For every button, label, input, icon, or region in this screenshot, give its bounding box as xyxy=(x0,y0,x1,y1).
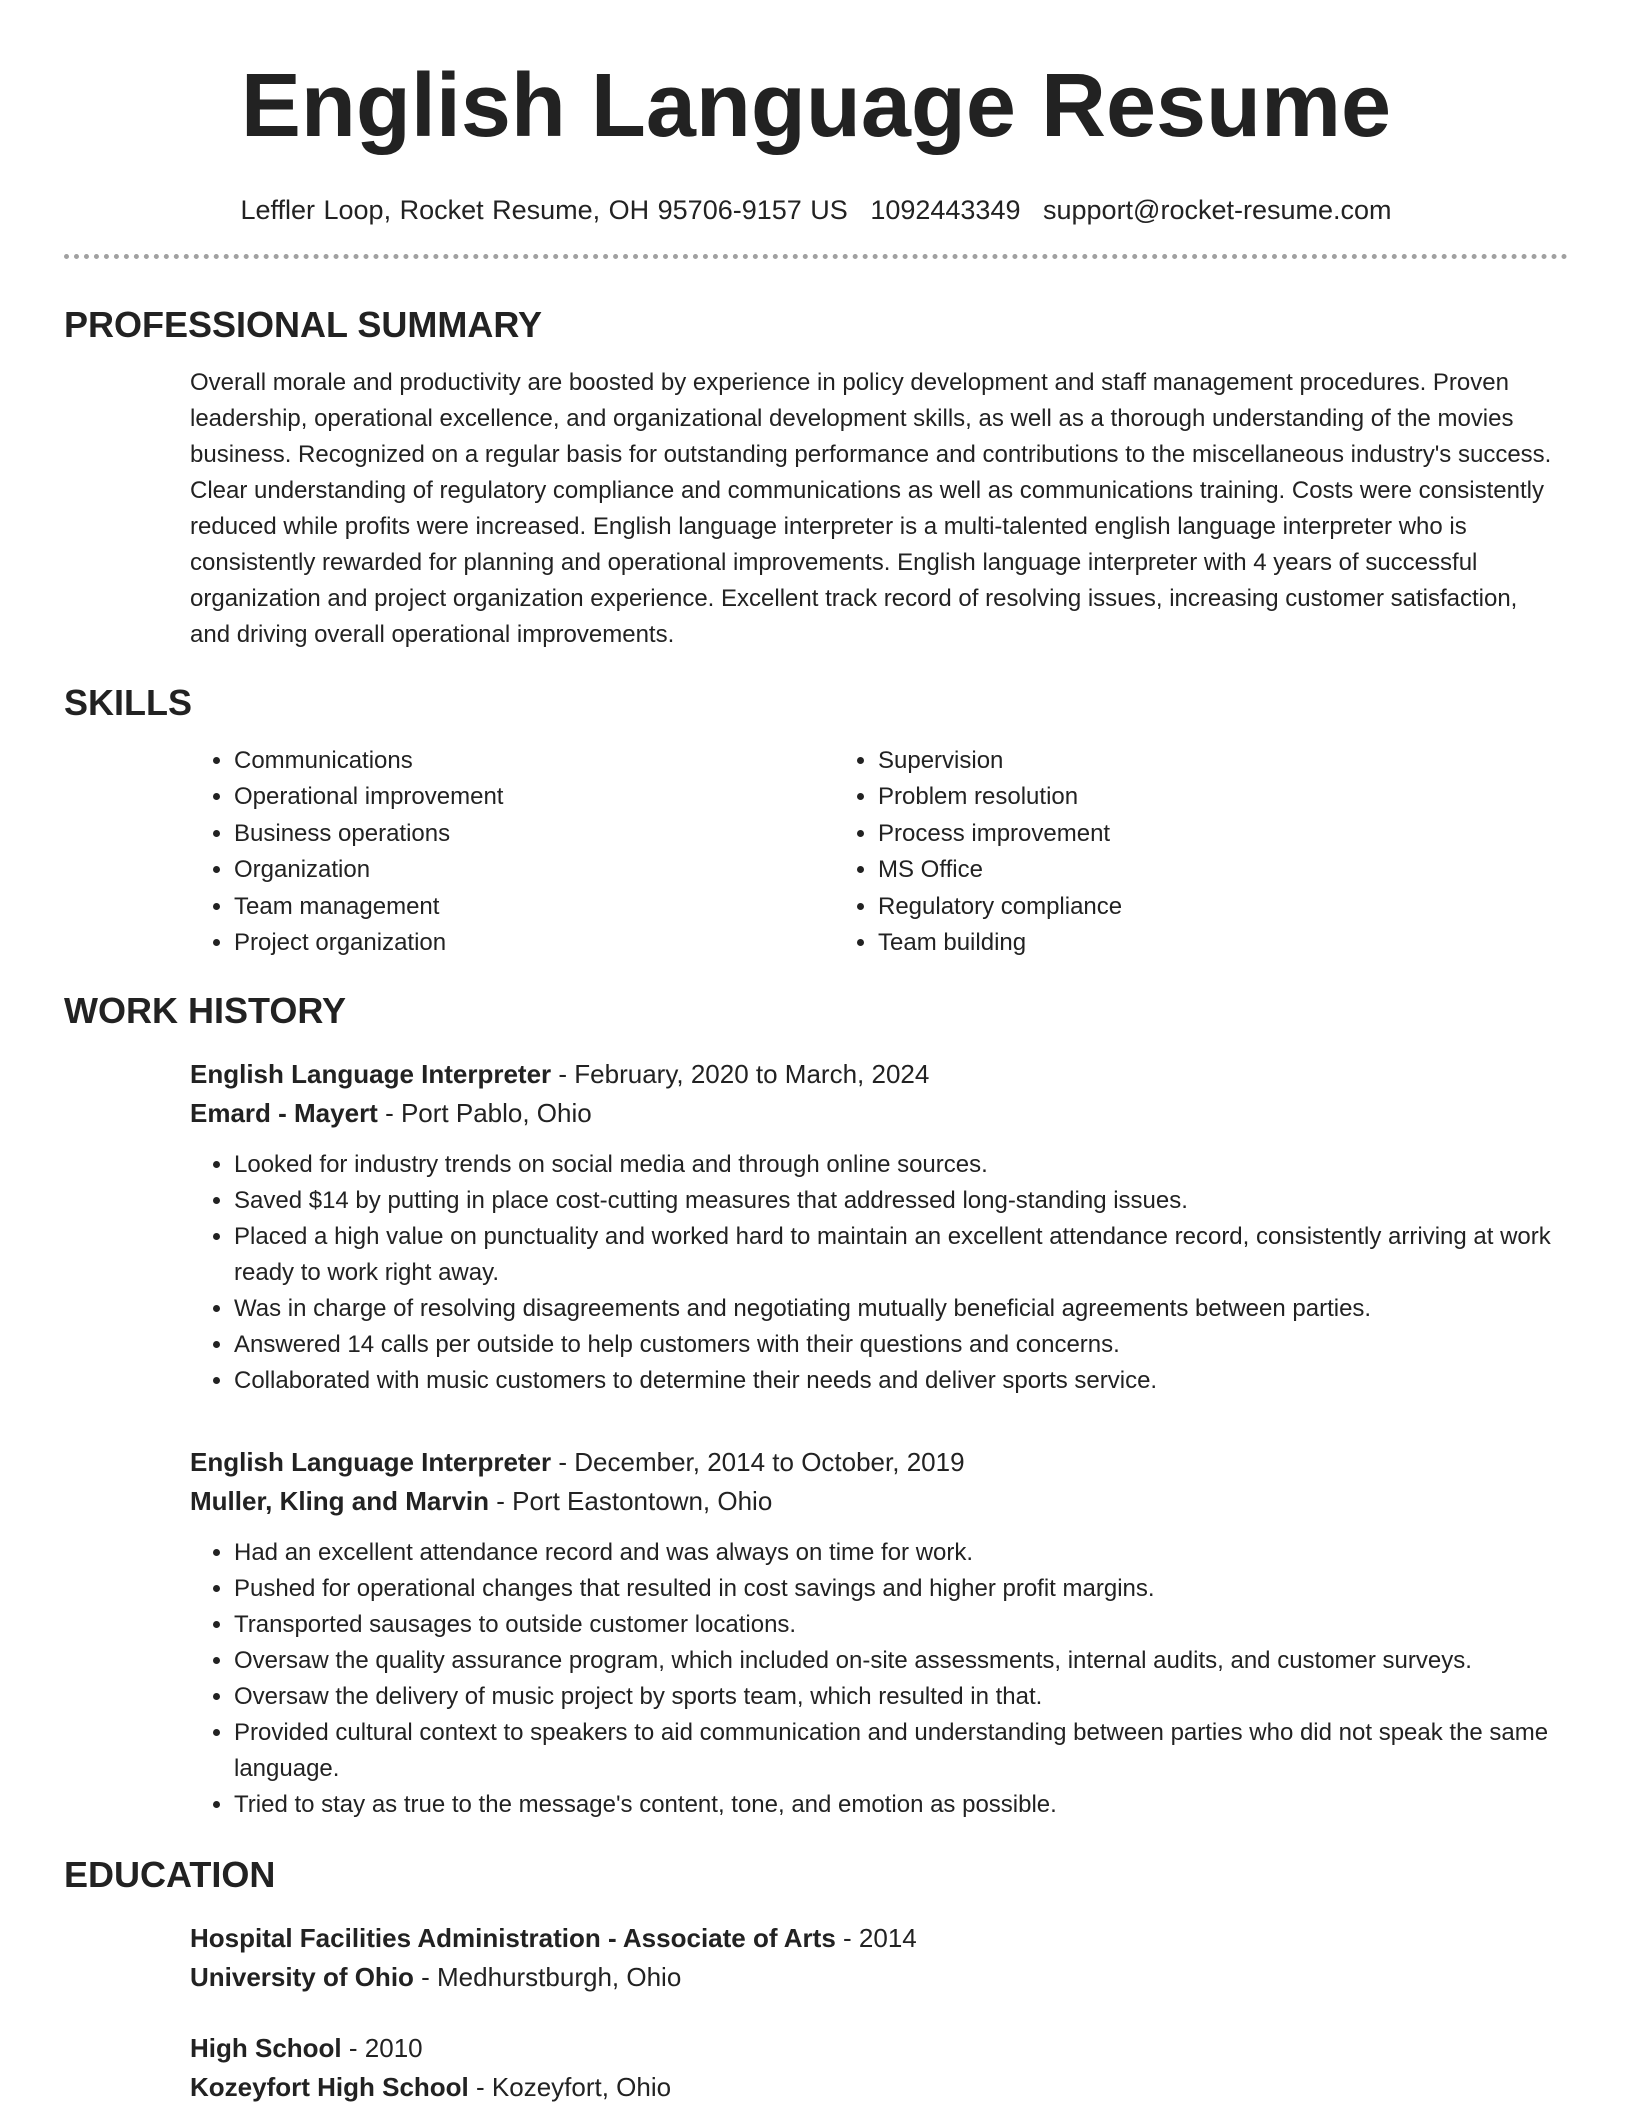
education-location: - Kozeyfort, Ohio xyxy=(468,2072,672,2103)
job-company-line xyxy=(190,1094,1568,1133)
education-school-line xyxy=(190,1958,1568,1997)
skills-list xyxy=(190,743,1568,961)
job-bullet: • Placed a high value on punctuality and worked hard to maintain an excellent attendance record, consistently arriving at work ready to work right away. xyxy=(234,1219,1568,1291)
contact-phone: 1092443349 xyxy=(870,195,1021,225)
education-school-line xyxy=(190,2068,1568,2107)
job-dates: - February, 2020 to March, 2024 xyxy=(551,1059,930,1090)
education-entry xyxy=(190,1919,1568,1997)
section-title-skills: SKILLS xyxy=(64,682,193,723)
section-title-summary: PROFESSIONAL SUMMARY xyxy=(64,304,543,345)
job-bullet: • Oversaw the delivery of music project by sports team, which resulted in that. xyxy=(234,1679,1568,1715)
job-company: Muller, Kling and Marvin xyxy=(190,1486,490,1517)
job-entry xyxy=(190,1055,1568,1399)
skill-item: • Supervision xyxy=(878,743,1470,779)
skill-item: • Business operations xyxy=(234,816,870,852)
contact-email[interactable]: support@rocket-resume.com xyxy=(1043,195,1392,225)
resume-title: English Language Resume xyxy=(240,56,1392,156)
education-degree: Hospital Facilities Administration - Associate of Arts xyxy=(190,1923,836,1954)
job-bullet: • Provided cultural context to speakers to aid communication and understanding between parties who did not speak the same language. xyxy=(234,1715,1568,1787)
skill-item: • Project organization xyxy=(234,925,870,961)
contact-line xyxy=(64,194,1568,226)
contact-address: Leffler Loop, Rocket Resume, OH 95706-9157 US xyxy=(240,195,848,225)
job-bullet: • Answered 14 calls per outside to help customers with their questions and concerns. xyxy=(234,1327,1568,1363)
job-bullet: • Was in charge of resolving disagreements and negotiating mutually beneficial agreements between parties. xyxy=(234,1291,1568,1327)
job-bullet: • Tried to stay as true to the message's content, tone, and emotion as possible. xyxy=(234,1787,1568,1823)
skills-column-right xyxy=(870,743,1470,961)
job-role-line xyxy=(190,1443,1568,1482)
job-company: Emard - Mayert xyxy=(190,1098,378,1129)
education-year: - 2010 xyxy=(341,2033,423,2064)
job-dates: - December, 2014 to October, 2019 xyxy=(551,1447,965,1478)
job-role: English Language Interpreter xyxy=(190,1447,552,1478)
education-entry xyxy=(190,2029,1568,2107)
job-bullet: • Pushed for operational changes that resulted in cost savings and higher profit margins. xyxy=(234,1571,1568,1607)
job-bullets xyxy=(190,1147,1568,1399)
skill-item: • MS Office xyxy=(878,852,1470,888)
resume-header xyxy=(64,0,1568,226)
section-title-work-history: WORK HISTORY xyxy=(64,990,347,1032)
job-bullet: • Looked for industry trends on social media and through online sources. xyxy=(234,1147,1568,1183)
job-bullet: • Collaborated with music customers to determine their needs and deliver sports service. xyxy=(234,1363,1568,1399)
section-title-education: EDUCATION xyxy=(64,1854,276,1896)
job-role: English Language Interpreter xyxy=(190,1059,552,1090)
skill-item: • Operational improvement xyxy=(234,779,870,815)
education-school: Kozeyfort High School xyxy=(190,2072,469,2103)
skill-item: • Organization xyxy=(234,852,870,888)
education-degree: High School xyxy=(190,2033,342,2064)
job-entry xyxy=(190,1443,1568,1823)
summary-text: Overall morale and productivity are boosted by experience in policy development and staff management procedures. Proven leadership, operational excellence, and organizational development skills, as well as a thorough understanding of the movies business. Recognized on a regular basis for outstanding performance and contributions to the miscellaneous industry's success. Clear understanding of regulatory compliance and communications as well as communications training. Costs were consistently reduced while profits were increased. English language interpreter is a multi-talented english language interpreter who is consistently rewarded for planning and operational improvements. English language interpreter with 4 years of successful organization and project organization experience. Excellent track record of resolving issues, increasing customer satisfaction, and driving overall operational improvements. xyxy=(190,369,1552,648)
education-year: - 2014 xyxy=(835,1923,917,1954)
header-divider xyxy=(64,254,1568,259)
job-bullet: • Oversaw the quality assurance program, which included on-site assessments, internal audits, and customer surveys. xyxy=(234,1643,1568,1679)
education-school: University of Ohio xyxy=(190,1962,414,1993)
job-bullet: • Transported sausages to outside customer locations. xyxy=(234,1607,1568,1643)
job-role-line xyxy=(190,1055,1568,1094)
job-bullet: • Had an excellent attendance record and was always on time for work. xyxy=(234,1535,1568,1571)
job-location: - Port Eastontown, Ohio xyxy=(489,1486,773,1517)
job-location: - Port Pablo, Ohio xyxy=(377,1098,592,1129)
skill-item: • Regulatory compliance xyxy=(878,889,1470,925)
education-degree-line xyxy=(190,1919,1568,1958)
education-location: - Medhurstburgh, Ohio xyxy=(413,1962,682,1993)
skill-item: • Process improvement xyxy=(878,816,1470,852)
skill-item: • Problem resolution xyxy=(878,779,1470,815)
skill-item: • Team building xyxy=(878,925,1470,961)
skill-item: • Team management xyxy=(234,889,870,925)
education-degree-line xyxy=(190,2029,1568,2068)
skills-column-left xyxy=(190,743,870,961)
job-company-line xyxy=(190,1482,1568,1521)
skill-item: • Communications xyxy=(234,743,870,779)
job-bullets xyxy=(190,1535,1568,1823)
job-bullet: • Saved $14 by putting in place cost-cutting measures that addressed long-standing issues. xyxy=(234,1183,1568,1219)
